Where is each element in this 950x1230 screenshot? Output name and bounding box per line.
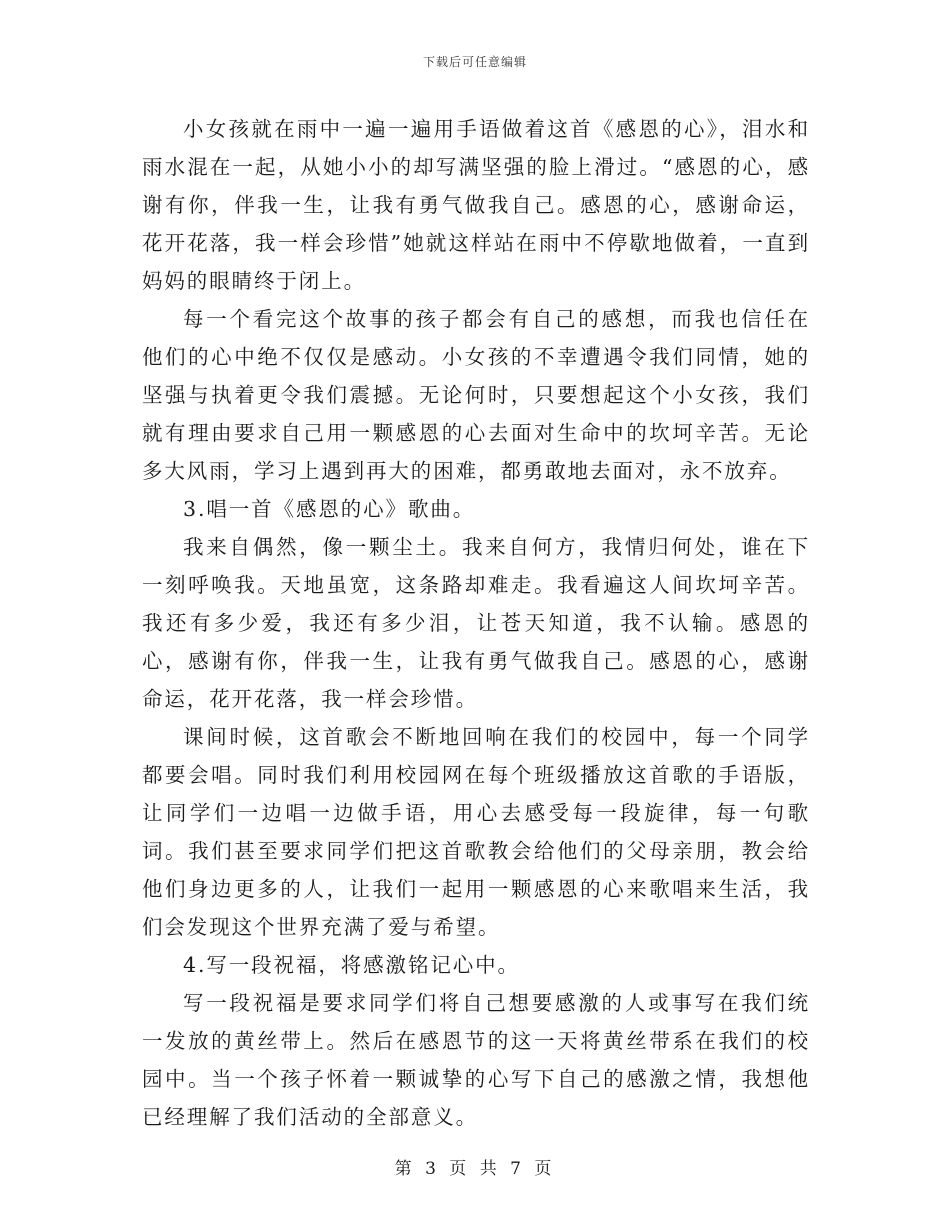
paragraph: 写一段祝福是要求同学们将自己想要感激的人或事写在我们统一发放的黄丝带上。然后在感恩节的这一天将黄丝带系在我们的校园中。当一个孩子怀着一颗诚挚的心写下自己的感激之情，我想他已经理解了我们活动的全部意义。 [142,991,810,1129]
paragraph: 课间时候，这首歌会不断地回响在我们的校园中，每一个同学都要会唱。同时我们利用校园网在每个班级播放这首歌的手语版，让同学们一边唱一边做手语，用心去感受每一段旋律，每一句歌词。我们甚至要求同学们把这首歌教会给他们的父母亲朋，教会给他们身边更多的人，让我们一起用一颗感恩的心来歌唱来生活，我们会发现这个世界充满了爱与希望。 [142,725,810,939]
paragraph: 每一个看完这个故事的孩子都会有自己的感想，而我也信任在他们的心中绝不仅仅是感动。小女孩的不幸遭遇令我们同情，她的坚强与执着更令我们震撼。无论何时，只要想起这个小女孩，我们就有理由要求自己用一颗感恩的心去面对生命中的坎坷辛苦。无论多大风雨，学习上遇到再大的困难，都勇敢地去面对，永不放弃。 [142,307,810,483]
section-heading: 4.写一段祝福，将感激铭记心中。 [183,953,520,977]
paragraph: 小女孩就在雨中一遍一遍用手语做着这首《感恩的心》，泪水和雨水混在一起，从她小小的却写满坚强的脸上滑过。“感恩的心，感谢有你，伴我一生，让我有勇气做我自己。感恩的心，感谢命运，花开花落，我一样会珍惜”她就这样站在雨中不停歇地做着，一直到妈妈的眼睛终于闭上。 [142,117,810,293]
song-lyrics-paragraph: 我来自偶然，像一颗尘土。我来自何方，我情归何处，谁在下一刻呼唤我。天地虽宽，这条路却难走。我看遍这人间坎坷辛苦。我还有多少爱，我还有多少泪，让苍天知道，我不认输。感恩的心，感谢有你，伴我一生，让我有勇气做我自己。感恩的心，感谢命运，花开花落，我一样会珍惜。 [142,535,810,711]
document-body [142,110,810,1136]
header-note: 下载后可任意编辑 [422,55,527,69]
page-number: 第 3 页 共 7 页 [394,1159,556,1179]
section-heading: 3.唱一首《感恩的心》歌曲。 [183,497,476,521]
